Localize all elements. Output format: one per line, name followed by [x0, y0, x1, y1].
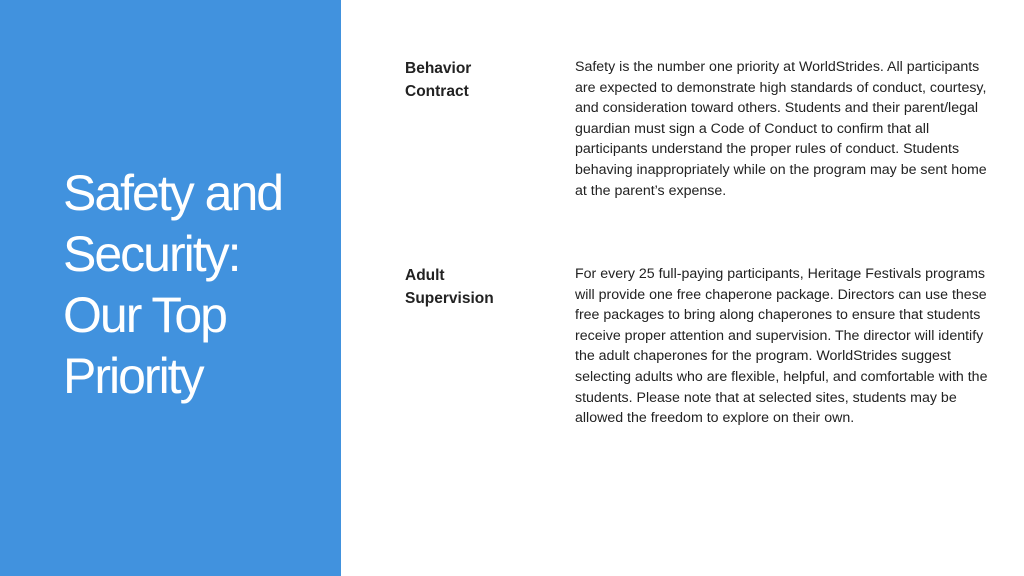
- slide-title-line: Security:: [63, 226, 240, 282]
- section-heading: [405, 57, 555, 103]
- slide-title-line: Safety and: [63, 165, 283, 221]
- section-heading-line: Supervision: [405, 290, 494, 307]
- section-body: Safety is the number one priority at WorldStrides. All participants are expected to demonstrate high standards of conduct, courtesy, and consideration toward others. Students and their parent/legal guardian must sign a Code of Conduct to confirm that all participants understand the proper rules of conduct. Students behaving inappropriately while on the program may be sent home at the parent’s expense.: [575, 59, 987, 199]
- section-heading-line: Adult: [405, 267, 445, 284]
- section-heading-line: Behavior: [405, 60, 472, 77]
- slide-title: [63, 163, 323, 407]
- title-panel: [0, 0, 341, 576]
- section-heading-line: Contract: [405, 83, 469, 100]
- section-body: For every 25 full-paying participants, Heritage Festivals programs will provide one free chaperone package. Directors can use these free packages to bring along chaperones to ensure that students receive proper attention and supervision. The director will identify the adult chaperones for the program. WorldStrides suggest selecting adults who are flexible, helpful, and comfortable with the students. Please note that at selected sites, students may be allowed the freedom to explore on their own.: [575, 266, 988, 427]
- slide-title-line: Our Top: [63, 287, 226, 343]
- section-heading: [405, 264, 555, 310]
- slide-title-line: Priority: [63, 348, 203, 404]
